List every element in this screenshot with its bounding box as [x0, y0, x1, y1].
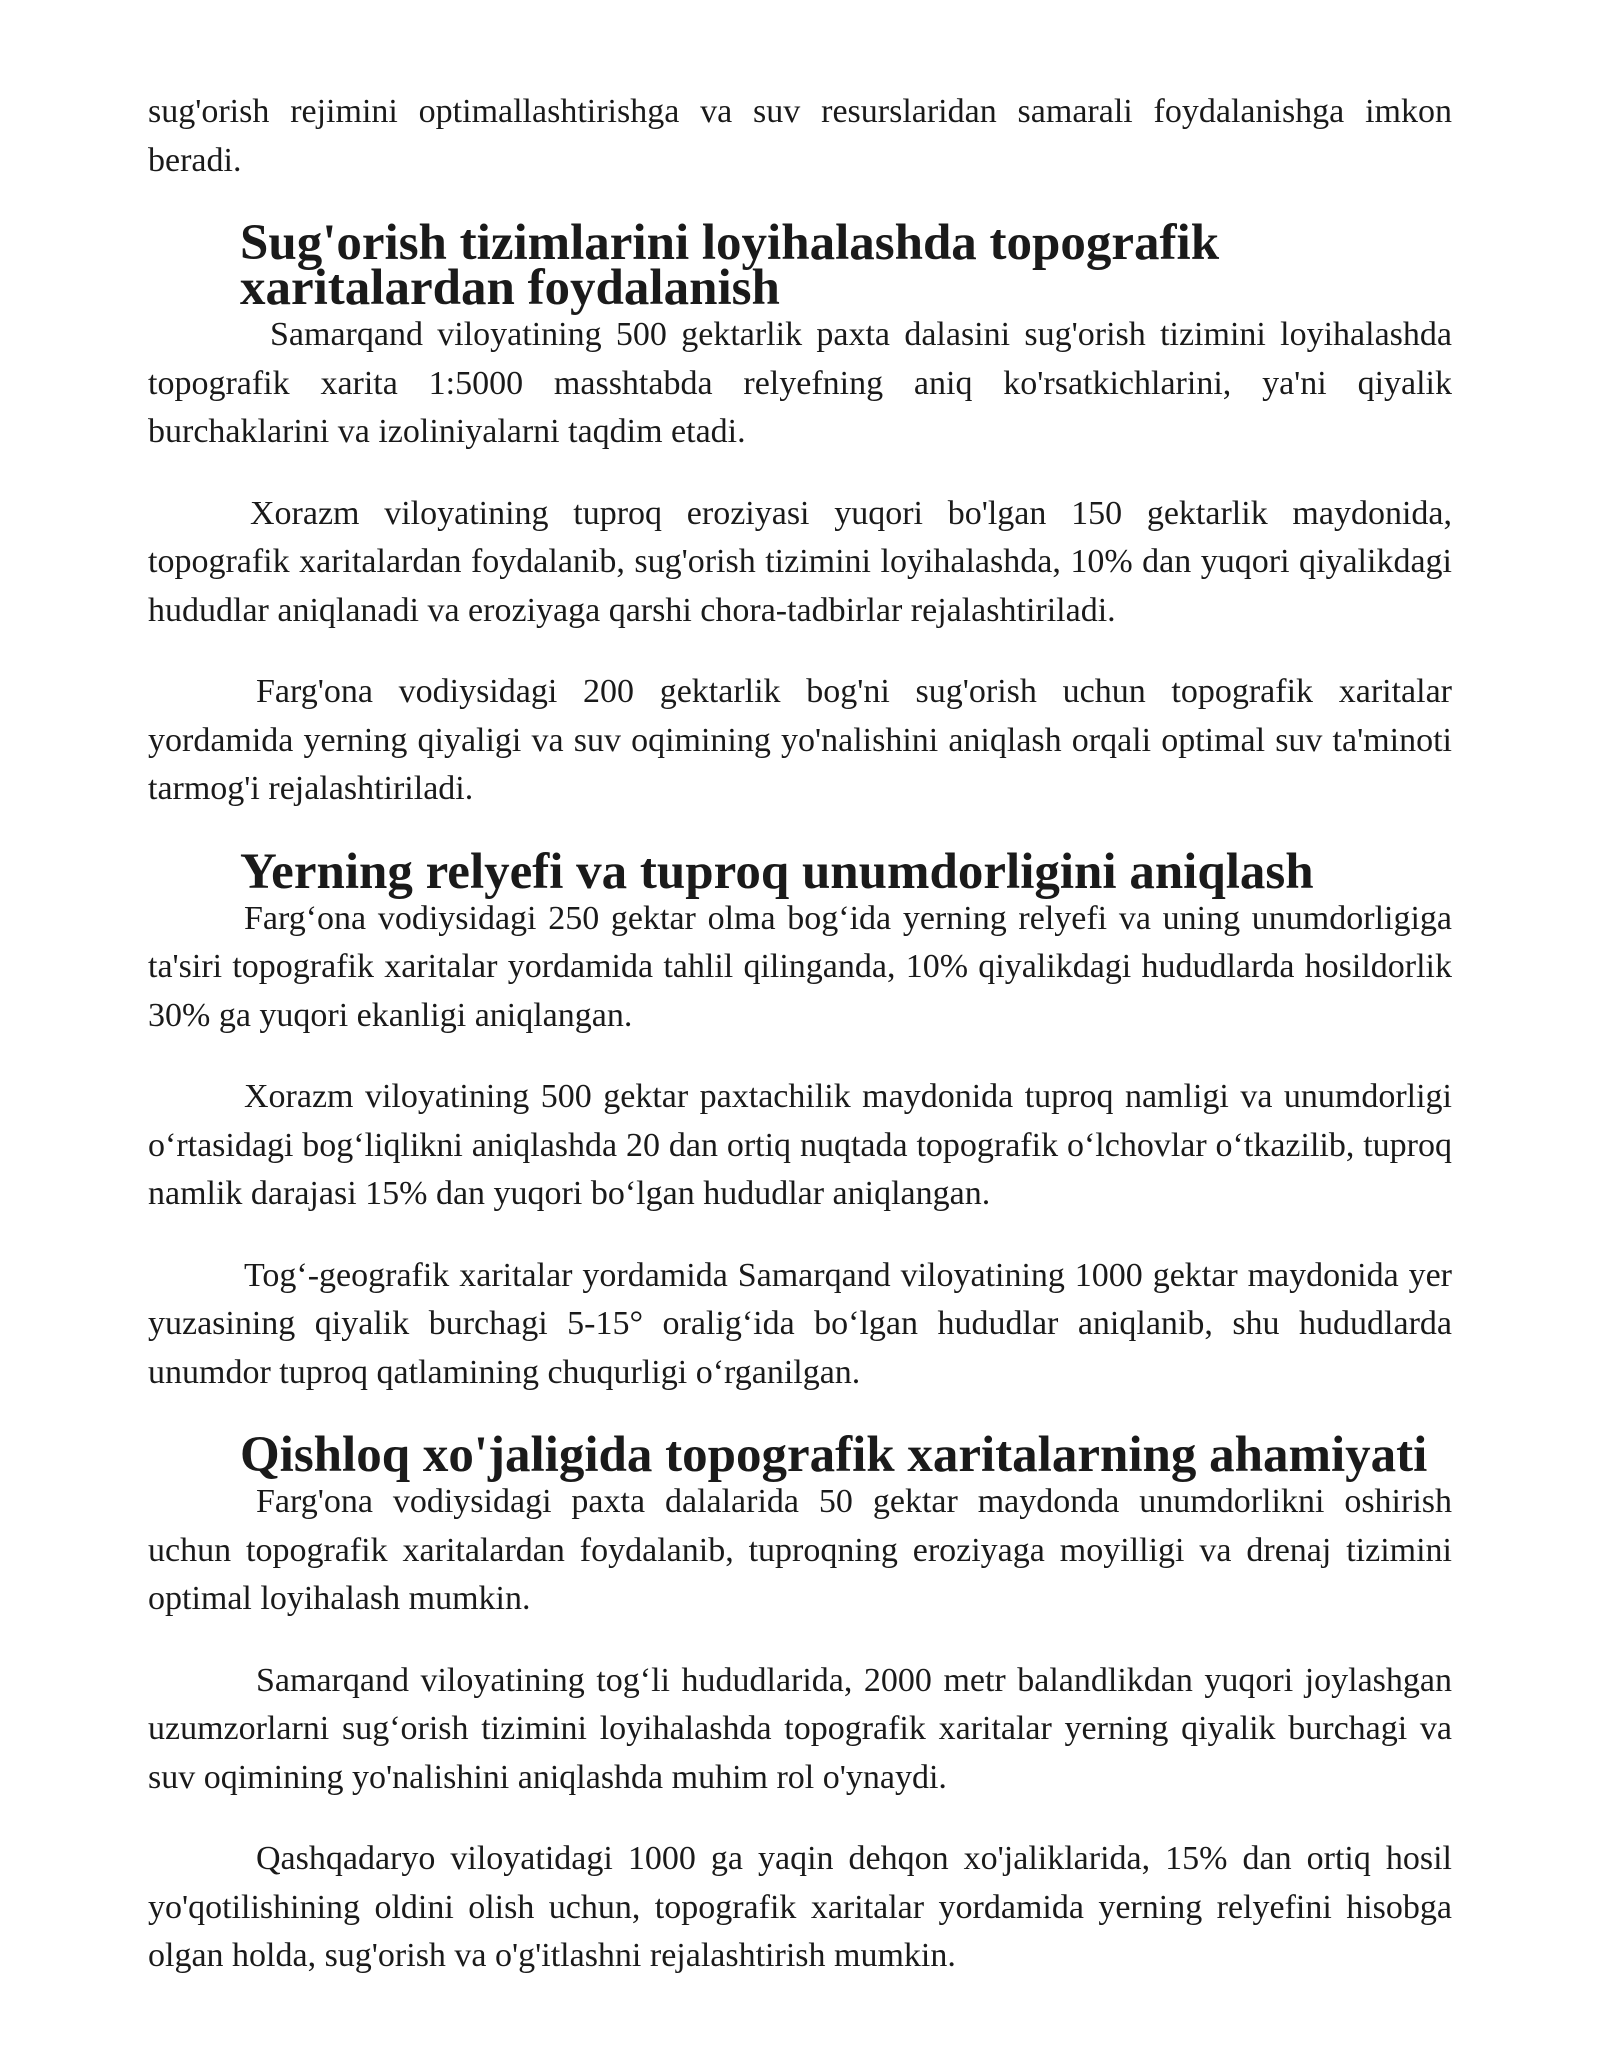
paragraph: Farg‘ona vodiysidagi 250 gektar olma bog‘ida yerning relyefi va uning unumdorligiga ta'siri topografik xaritalar yordamida tahlil qilinganda, 10% qiyalikdagi hududlarda hosildorlik 30% ga yuqori ekanligi aniqlangan.: [148, 899, 1452, 1034]
paragraph: Qashqadaryo viloyatidagi 1000 ga yaqin dehqon xo'jaliklarida, 15% dan ortiq hosil yo'qotilishining oldini olish uchun, topografik xaritalar yordamida yerning relyefini hisobga olgan holda, sug'orish va o'g'itlashni rejalashtirish mumkin.: [148, 1840, 1452, 1974]
paragraph: Samarqand viloyatining 500 gektarlik paxta dalasini sug'orish tizimini loyihalashda topografik xarita 1:5000 masshtabda relyefning aniq ko'rsatkichlarini, ya'ni qiyalik burchaklarini va izoliniyalarni taqdim etadi.: [148, 316, 1452, 450]
section-heading-agriculture: Qishloq xo'jaligida topografik xaritalarning ahamiyati: [240, 1427, 1428, 1483]
paragraph: Farg'ona vodiysidagi paxta dalalarida 50 gektar maydonda unumdorlikni oshirish uchun topografik xaritalardan foydalanib, tuproqning eroziyaga moyilligi va drenaj tizimini optimal loyihalash mumkin.: [148, 1483, 1452, 1617]
section-heading-irrigation: Sug'orish tizimlarini loyihalashda topografik xaritalardan foydalanish: [240, 215, 1220, 316]
intro-paragraph: sug'orish rejimini optimallashtirishga va suv resurslaridan samarali foydalanishga imkon beradi.: [148, 93, 1452, 179]
paragraph: Tog‘-geografik xaritalar yordamida Samarqand viloyatining 1000 gektar maydonida yer yuzasining qiyalik burchagi 5-15° oralig‘ida bo‘lgan hududlar aniqlanib, shu hududlarda unumdor tuproq qatlamining chuqurligi o‘rganilgan.: [148, 1256, 1452, 1391]
document-page: [148, 88, 1452, 1981]
paragraph: Farg'ona vodiysidagi 200 gektarlik bog'ni sug'orish uchun topografik xaritalar yordamida yerning qiyaligi va suv oqimining yo'nalishini aniqlash orqali optimal suv ta'minoti tarmog'i rejalashtiriladi.: [148, 673, 1452, 807]
paragraph: Xorazm viloyatining tuproq eroziyasi yuqori bo'lgan 150 gektarlik maydonida, topografik xaritalardan foydalanib, sug'orish tizimini loyihalashda, 10% dan yuqori qiyalikdagi hududlar aniqlanadi va eroziyaga qarshi chora-tadbirlar rejalashtiriladi.: [148, 494, 1452, 629]
section-heading-relief: Yerning relyefi va tuproq unumdorligini aniqlash: [240, 843, 1314, 900]
paragraph: Xorazm viloyatining 500 gektar paxtachilik maydonida tuproq namligi va unumdorligi o‘rtasidagi bog‘liqlikni aniqlashda 20 dan ortiq nuqtada topografik o‘lchovlar o‘tkazilib, tuproq namlik darajasi 15% dan yuqori bo‘lgan hududlar aniqlangan.: [148, 1078, 1452, 1212]
paragraph: Samarqand viloyatining tog‘li hududlarida, 2000 metr balandlikdan yuqori joylashgan uzumzorlarni sug‘orish tizimini loyihalashda topografik xaritalar yerning qiyalik burchagi va suv oqimining yo'nalishini aniqlashda muhim rol o'ynaydi.: [148, 1661, 1452, 1796]
